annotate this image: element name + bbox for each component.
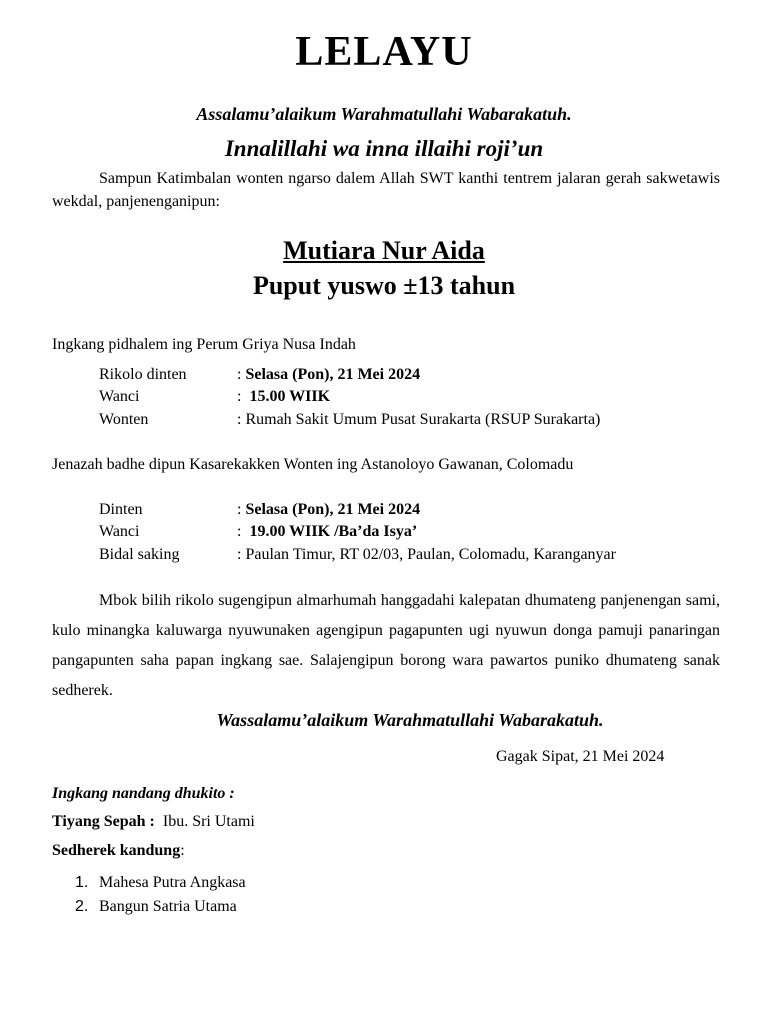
- spouse-name: Ibu. Sri Utami: [162, 813, 255, 830]
- list-item-number: 1.: [75, 874, 89, 891]
- siblings-label: Sedherek kandung: [52, 842, 181, 859]
- burial-time-value: 19.00 WIIK /Ba’da Isya’: [249, 523, 418, 540]
- death-place-value: Rumah Sakit Umum Pusat Surakarta (RSUP Surakarta): [245, 411, 601, 428]
- spouse-label: Tiyang Sepah :: [52, 813, 155, 830]
- list-item: Mahesa Putra Angkasa: [99, 874, 246, 891]
- death-place-label: Wonten: [99, 411, 149, 428]
- burial-departure-label: Bidal saking: [99, 546, 180, 563]
- burial-day-label: Dinten: [99, 501, 143, 518]
- burial-departure-value: Paulan Timur, RT 02/03, Paulan, Colomadu, Karanganyar: [245, 546, 616, 563]
- burial-day-value: Selasa (Pon), 21 Mei 2024: [245, 501, 421, 518]
- greeting: Assalamu’alaikum Warahmatullahi Wabarakatuh.: [196, 104, 572, 124]
- deceased-name: Mutiara Nur Aida: [283, 236, 485, 265]
- innalillahi-text: Innalillahi wa inna illaihi roji’un: [224, 136, 544, 161]
- residence-line: Ingkang pidhalem ing Perum Griya Nusa Indah: [52, 336, 356, 353]
- death-time-label: Wanci: [99, 388, 140, 405]
- burial-departure-row: : Paulan Timur, RT 02/03, Paulan, Colomadu, Karanganyar: [237, 546, 616, 563]
- page-title: LELAYU: [295, 29, 473, 75]
- spouse-line: [52, 813, 255, 831]
- burial-intro: Jenazah badhe dipun Kasarekakken Wonten ing Astanoloyo Gawanan, Colomadu: [52, 456, 574, 473]
- list-item-number: 2.: [75, 898, 89, 915]
- farewell: Wassalamu’alaikum Warahmatullahi Wabarakatuh.: [216, 710, 604, 730]
- death-time-value: 15.00 WIIK: [249, 388, 331, 405]
- death-day-label: Rikolo dinten: [99, 366, 187, 383]
- list-item: Bangun Satria Utama: [99, 898, 237, 915]
- death-day-row: : Selasa (Pon), 21 Mei 2024: [237, 366, 421, 383]
- deceased-age: Puput yuswo ±13 tahun: [252, 271, 516, 300]
- closing-paragraph: Mbok bilih rikolo sugengipun almarhumah hanggadahi kalepatan dhumateng panjenengan sami, kulo minangka kaluwarga nyuwunaken agengipun pagapunten ugi nyuwun donga pamuji panaringan pangapunten saha papan ingkang sae. Salajengipun borong wara pawartos puniko dhumateng sanak sedherek.: [52, 592, 720, 699]
- burial-time-label: Wanci: [99, 523, 140, 540]
- siblings-line: Sedherek kandung:: [52, 842, 185, 859]
- place-date: Gagak Sipat, 21 Mei 2024: [496, 748, 665, 765]
- burial-day-row: : Selasa (Pon), 21 Mei 2024: [237, 501, 421, 518]
- death-time-row: : 15.00 WIIK: [237, 388, 331, 405]
- intro-paragraph: Sampun Katimbalan wonten ngarso dalem Allah SWT kanthi tentrem jalaran gerah sakwetawis wekdal, panjenenganipun:: [52, 170, 720, 210]
- burial-time-row: : 19.00 WIIK /Ba’da Isya’: [237, 523, 418, 540]
- death-day-value: Selasa (Pon), 21 Mei 2024: [245, 366, 421, 383]
- mourners-heading: Ingkang nandang dhukito :: [52, 785, 235, 802]
- death-place-row: : Rumah Sakit Umum Pusat Surakarta (RSUP Surakarta): [237, 411, 601, 428]
